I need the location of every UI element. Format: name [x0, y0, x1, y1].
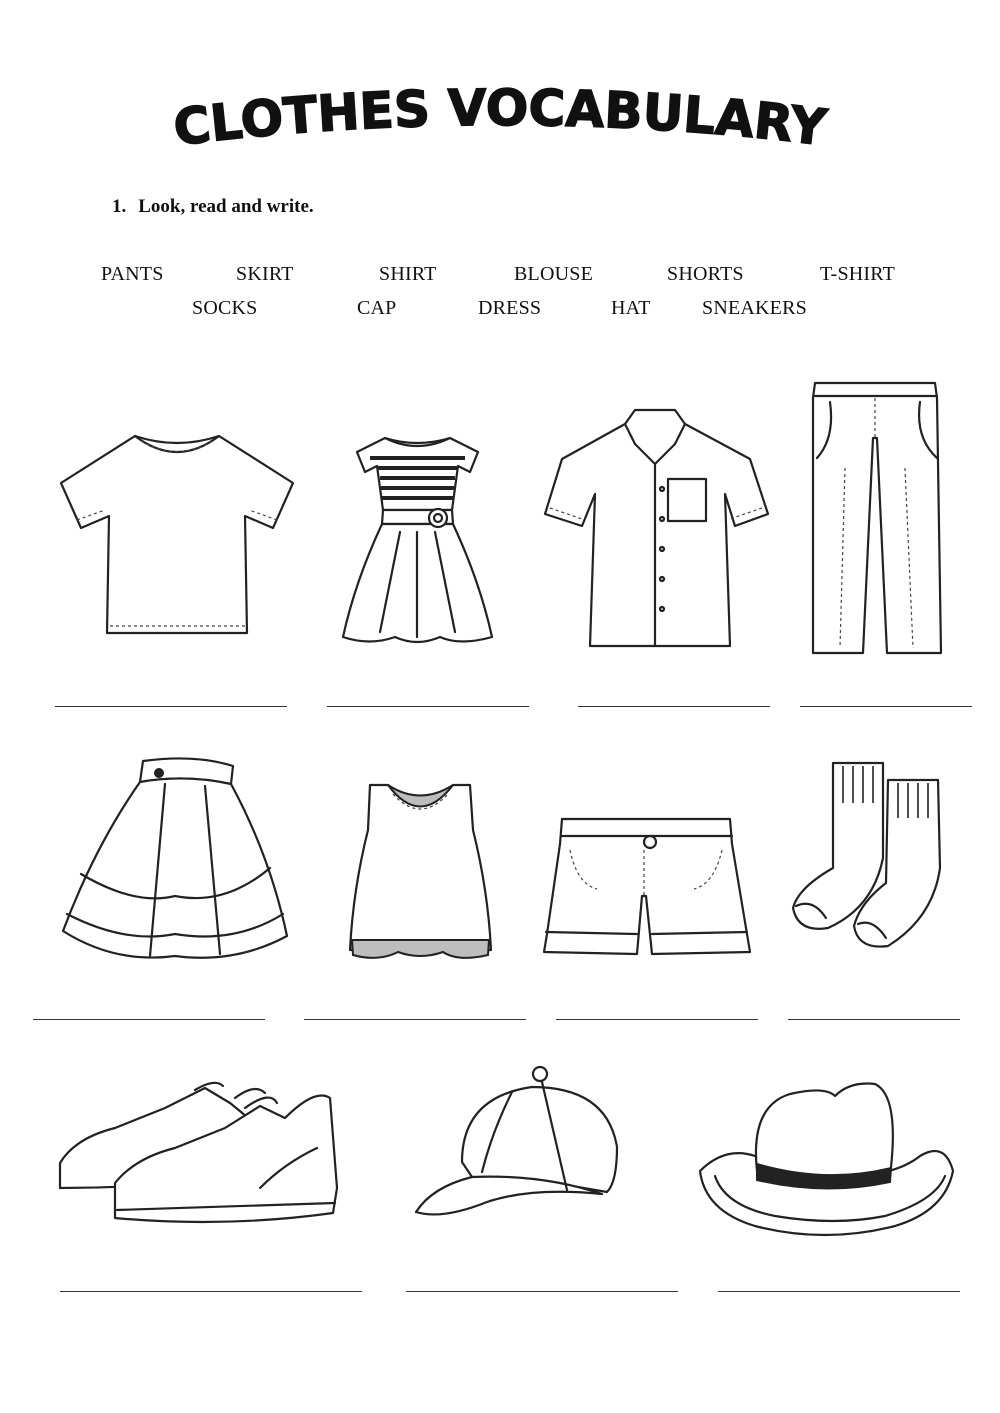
- word-sneakers: SNEAKERS: [702, 297, 807, 319]
- sneakers-icon: [55, 1078, 340, 1236]
- word-dress: DRESS: [478, 297, 542, 319]
- svg-text:CLOTHES VOCABULARY: [171, 80, 831, 157]
- answer-line-shirt[interactable]: [578, 706, 770, 707]
- shirt-icon: [540, 404, 770, 654]
- worksheet-title: [0, 80, 1000, 170]
- word-cap: CAP: [357, 297, 397, 319]
- shorts-icon: [542, 814, 752, 959]
- answer-line-skirt[interactable]: [33, 1019, 265, 1020]
- answer-line-cap[interactable]: [406, 1291, 678, 1292]
- blouse-icon: [348, 780, 493, 965]
- word-shirt: SHIRT: [379, 263, 437, 285]
- dress-icon: [340, 432, 495, 647]
- hat-icon: [695, 1076, 957, 1244]
- word-shorts: SHORTS: [667, 263, 744, 285]
- answer-line-pants[interactable]: [800, 706, 972, 707]
- cap-icon: [412, 1062, 622, 1222]
- socks-icon: [788, 758, 948, 953]
- word-hat: HAT: [611, 297, 651, 319]
- word-pants: PANTS: [101, 263, 164, 285]
- answer-line-shorts[interactable]: [556, 1019, 758, 1020]
- word-socks: SOCKS: [192, 297, 258, 319]
- answer-line-hat[interactable]: [718, 1291, 960, 1292]
- answer-line-socks[interactable]: [788, 1019, 960, 1020]
- skirt-icon: [55, 756, 295, 966]
- answer-line-dress[interactable]: [327, 706, 529, 707]
- word-t-shirt: T-SHIRT: [820, 263, 896, 285]
- instruction-text: Look, read and write.: [138, 196, 314, 217]
- pants-icon: [805, 378, 945, 658]
- answer-line-t-shirt[interactable]: [55, 706, 287, 707]
- worksheet-title-text: CLOTHES VOCABULARY: [170, 80, 830, 158]
- answer-line-sneakers[interactable]: [60, 1291, 362, 1292]
- word-skirt: SKIRT: [236, 263, 294, 285]
- instruction: [112, 196, 314, 218]
- t-shirt-icon: [55, 428, 300, 643]
- word-blouse: BLOUSE: [514, 263, 593, 285]
- answer-line-blouse[interactable]: [304, 1019, 526, 1020]
- instruction-number: 1.: [112, 196, 127, 217]
